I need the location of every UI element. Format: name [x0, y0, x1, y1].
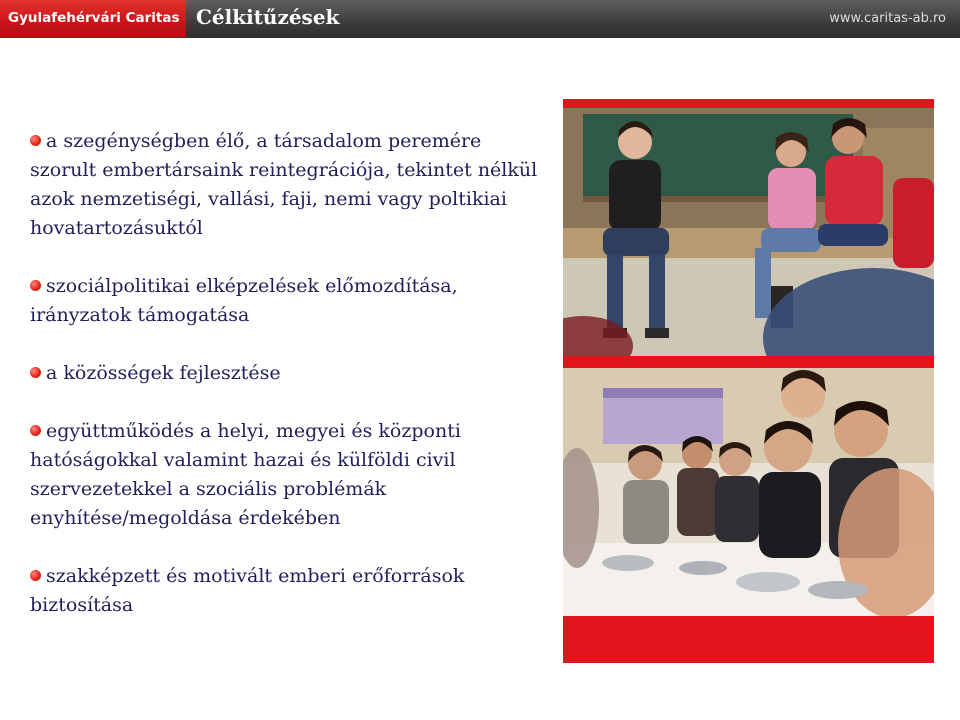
goal-text: a közösségek fejlesztése [46, 362, 281, 384]
bullet-dot-icon [30, 280, 41, 291]
bullet-dot-icon [30, 367, 41, 378]
goal-text: szociálpolitikai elképzelések előmozdítása, irányzatok támogatása [30, 275, 458, 326]
goal-text: a szegénységben élő, a társadalom peremére szorult embertársaink reintegrációja, tekintet nélkül azok nemzetiségi, vallási, faji, nemi vagy poltikiai hovatartozásuktól [30, 130, 538, 239]
goal-item-2 [30, 272, 550, 330]
brand-name: Gyulafehérvári Caritas [8, 10, 180, 26]
brand-logo [0, 0, 186, 38]
goal-item-3 [30, 359, 550, 388]
children-meal-photo [563, 368, 934, 616]
bullet-dot-icon [30, 135, 41, 146]
goal-item-4 [30, 417, 550, 533]
goal-item-5 [30, 562, 550, 620]
bullet-dot-icon [30, 425, 41, 436]
header-bar [0, 0, 960, 38]
goals-list [30, 127, 550, 649]
site-url: www.caritas-ab.ro [829, 11, 946, 26]
goal-text: együttműködés a helyi, megyei és központi hatóságokkal valamint hazai és külföldi civil szervezetekkel a szociális problémák enyhítése/megoldása érdekében [30, 420, 461, 529]
goal-item-1 [30, 127, 550, 243]
page-title: Célkitűzések [196, 5, 340, 29]
goal-text: szakképzett és motivált emberi erőforrások biztosítása [30, 565, 465, 616]
bullet-dot-icon [30, 570, 41, 581]
classroom-discussion-photo [563, 108, 934, 356]
